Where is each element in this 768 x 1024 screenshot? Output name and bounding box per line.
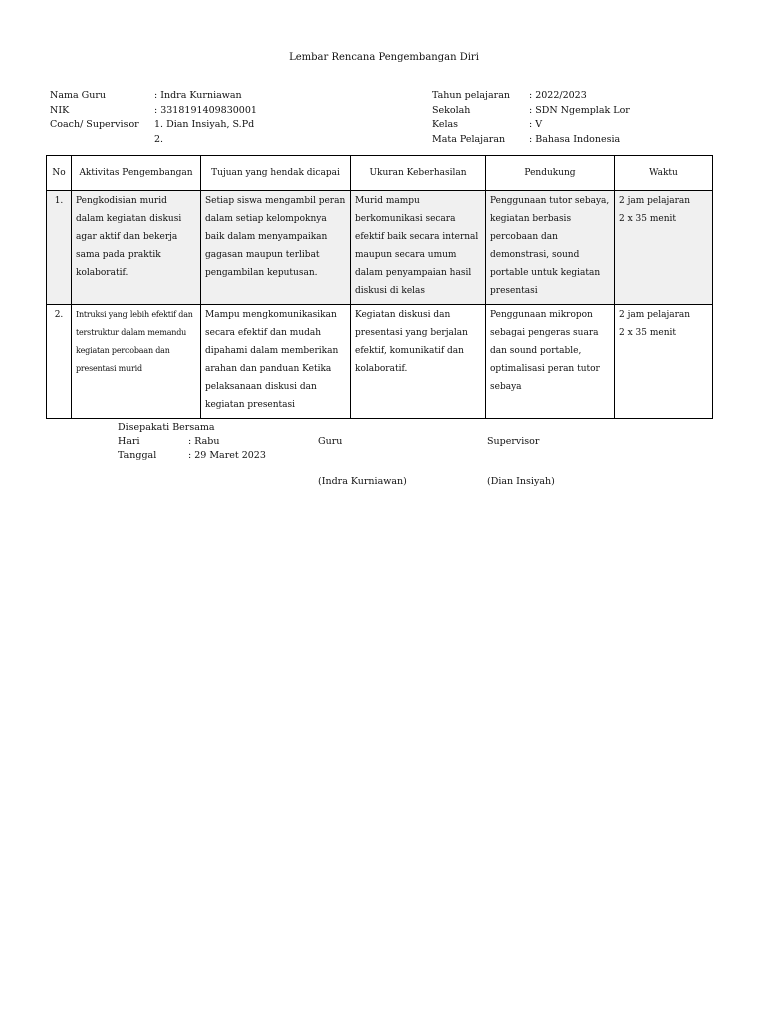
info-value: : 3318191409830001: [154, 104, 257, 116]
waktu-menit: 2 x 35 menit: [619, 328, 676, 338]
agreement-date-label: Tanggal: [118, 450, 157, 461]
column-header-pendukung: Pendukung: [486, 156, 615, 191]
cell-tujuan: Setiap siswa mengambil peran dalam setiap kelompoknya baik dalam menyampaikan gagasan maupun terlibat pengambilan keputusan.: [201, 191, 351, 305]
info-row-coach: [50, 118, 370, 133]
table-row: [47, 191, 713, 305]
waktu-menit: 2 x 35 menit: [619, 214, 676, 224]
cell-no: 1.: [47, 191, 72, 305]
cell-ukuran: Kegiatan diskusi dan presentasi yang berjalan efektif, komunikatif dan kolaboratif.: [351, 305, 486, 419]
info-label: Tahun pelajaran: [432, 90, 510, 101]
info-label: Mata Pelajaran: [432, 133, 506, 145]
cell-aktivitas: Pengkodisian murid dalam kegiatan diskusi agar aktif dan bekerja sama pada praktik kolaboratif.: [72, 191, 201, 305]
development-plan-table: [46, 155, 713, 419]
agreement-day-label: Hari: [118, 436, 140, 447]
column-header-waktu: Waktu: [615, 156, 713, 191]
cell-pendukung: Penggunaan tutor sebaya, kegiatan berbasis percobaan dan demonstrasi, sound portable untuk kegiatan presentasi: [486, 191, 615, 305]
column-header-ukuran: Ukuran Keberhasilan: [351, 156, 486, 191]
supervisor-name: (Dian Insiyah): [487, 476, 555, 487]
column-header-no: No: [47, 156, 72, 191]
cell-pendukung: Penggunaan mikropon sebagai pengeras suara dan sound portable, optimalisasi peran tutor sebaya: [486, 305, 615, 419]
info-row-tahun: [432, 89, 732, 104]
waktu-jam: 2 jam pelajaran: [619, 196, 691, 206]
info-row-mapel: [432, 133, 732, 148]
info-value: 1. Dian Insiyah, S.Pd: [154, 119, 255, 130]
info-row-sekolah: [432, 104, 732, 119]
document-title: Lembar Rencana Pengembangan Diri: [289, 52, 479, 63]
column-header-tujuan: Tujuan yang hendak dicapai: [201, 156, 351, 191]
cell-tujuan: Mampu mengkomunikasikan secara efektif dan mudah dipahami dalam memberikan arahan dan panduan Ketika pelaksanaan diskusi dan kegiatan presentasi: [201, 305, 351, 419]
supervisor-signature-label: Supervisor: [487, 436, 540, 447]
table-row: [47, 305, 713, 419]
info-value: : SDN Ngemplak Lor: [529, 104, 630, 116]
info-label: Kelas: [432, 119, 459, 130]
info-value: 2.: [154, 133, 164, 145]
cell-waktu: [615, 191, 713, 305]
agreement-heading: Disepakati Bersama: [118, 422, 215, 433]
info-row-nama-guru: [50, 89, 370, 104]
info-value: : Indra Kurniawan: [154, 90, 242, 101]
table-header-row: [47, 156, 713, 191]
cell-aktivitas: Intruksi yang lebih efektif dan terstruktur dalam memandu kegiatan percobaan dan presentasi murid: [72, 305, 201, 419]
agreement-day-value: : Rabu: [188, 436, 220, 447]
waktu-jam: 2 jam pelajaran: [619, 310, 691, 320]
cell-waktu: [615, 305, 713, 419]
agreement-date-value: : 29 Maret 2023: [188, 450, 266, 461]
school-info: [432, 89, 732, 147]
cell-ukuran: Murid mampu berkomunikasi secara efektif baik secara internal maupun secara umum dalam penyampaian hasil diskusi di kelas: [351, 191, 486, 305]
info-row-nik: [50, 104, 370, 119]
info-value: : Bahasa Indonesia: [529, 133, 621, 145]
info-label: Nama Guru: [50, 90, 107, 101]
column-header-aktivitas: Aktivitas Pengembangan: [72, 156, 201, 191]
guru-name: (Indra Kurniawan): [318, 476, 407, 487]
info-row-coach-2: [50, 133, 370, 148]
info-label: Sekolah: [432, 104, 471, 116]
info-value: : 2022/2023: [529, 90, 587, 101]
info-value: : V: [529, 119, 543, 130]
info-label: Coach/ Supervisor: [50, 119, 139, 130]
teacher-info: [50, 89, 370, 147]
info-row-kelas: [432, 118, 732, 133]
cell-no: 2.: [47, 305, 72, 419]
info-label: NIK: [50, 104, 70, 116]
guru-signature-label: Guru: [318, 436, 343, 447]
